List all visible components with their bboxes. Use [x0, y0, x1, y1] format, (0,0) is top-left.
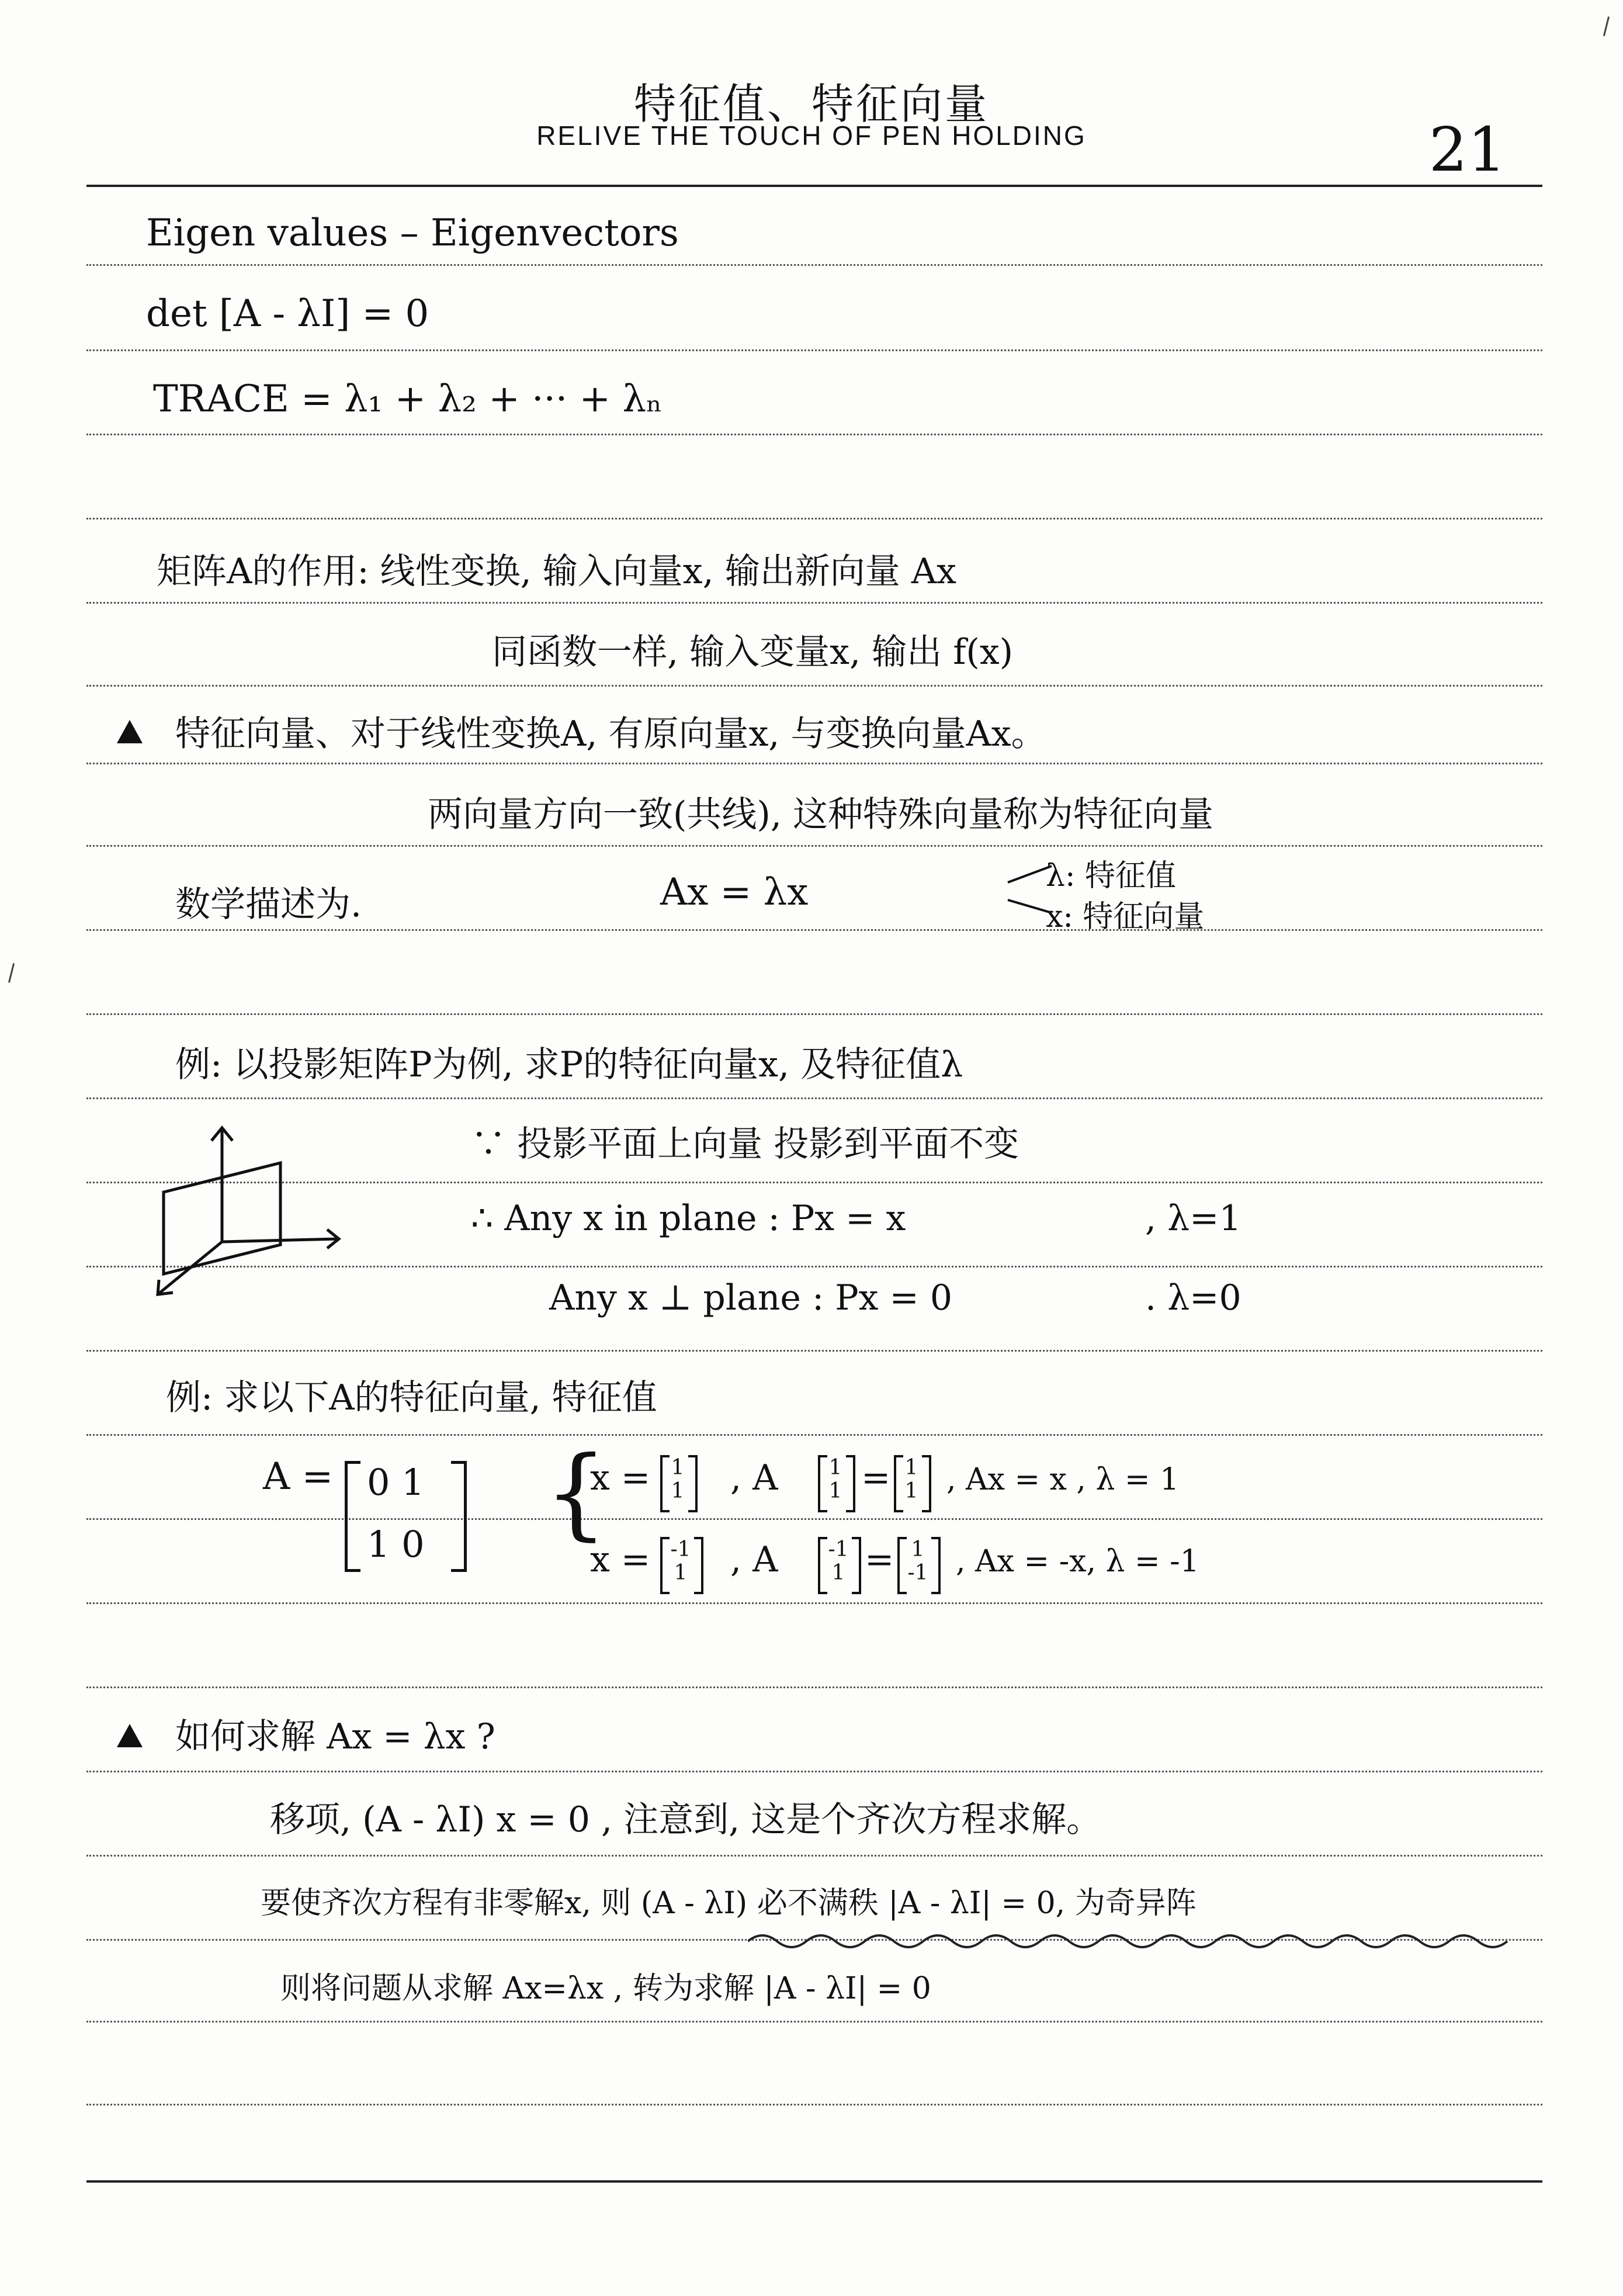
note-trace-equation: TRACE = λ₁ + λ₂ + ··· + λₙ — [153, 378, 663, 421]
matrix-a-label: A = — [263, 1455, 334, 1498]
note-projection-reason: ∵ 投影平面上向量 投影到平面不变 — [471, 1124, 1019, 1165]
note-x-meaning: x: 特征向量 — [1046, 899, 1205, 934]
eq1-apply-a: , A — [730, 1457, 778, 1498]
eq2-result: , Ax = -x, λ = -1 — [956, 1544, 1199, 1579]
eq1-result: , Ax = x , λ = 1 — [946, 1462, 1180, 1497]
note-matrix-role: 矩阵A的作用: 线性变换, 输入向量x, 输出新向量 Ax — [157, 551, 956, 592]
vector-bracket-right — [694, 1537, 703, 1594]
note-transform-problem: 则将问题从求解 Ax=λx , 转为求解 |A - λI| = 0 — [280, 1971, 931, 2006]
ruled-line — [86, 1602, 1542, 1604]
eq2-x-label: x = — [590, 1539, 651, 1580]
ruled-line — [86, 929, 1542, 931]
underline-wavy — [748, 1930, 1525, 1953]
ruled-line — [86, 1434, 1542, 1436]
ruled-line — [86, 349, 1542, 351]
vector-top: -1 — [670, 1537, 691, 1561]
vector-top: 1 — [911, 1537, 925, 1561]
ruled-line — [86, 434, 1542, 435]
vector-top: 1 — [671, 1456, 685, 1480]
ruled-line — [86, 518, 1542, 520]
note-example-projection: 例: 以投影矩阵P为例, 求P的特征向量x, 及特征值λ — [175, 1044, 963, 1085]
ruled-line — [86, 1350, 1542, 1352]
page-title: 特征值、特征向量 — [633, 79, 989, 129]
matrix-row-2: 1 0 — [367, 1523, 425, 1566]
vector-bottom: 1 — [671, 1479, 685, 1503]
note-lambda-meaning: λ: 特征值 — [1046, 858, 1177, 894]
bullet-triangle-icon — [117, 1724, 143, 1747]
note-eigenvector-def-cont: 两向量方向一致(共线), 这种特殊向量称为特征向量 — [428, 794, 1213, 835]
ruled-line — [86, 1771, 1542, 1772]
eq2-apply-a: , A — [730, 1539, 778, 1580]
stray-pen-mark — [1603, 16, 1610, 36]
note-math-description-label: 数学描述为. — [175, 884, 362, 925]
system-brace: { — [545, 1435, 608, 1551]
eq2-equals: = — [865, 1539, 894, 1580]
note-example-matrix: 例: 求以下A的特征向量, 特征值 — [166, 1377, 657, 1418]
vector-top: 1 — [828, 1456, 842, 1480]
eq2-vector — [667, 1538, 694, 1585]
ruled-line — [86, 264, 1542, 266]
note-det-equation: det [A - λI] = 0 — [146, 292, 429, 335]
matrix-bracket-right — [451, 1461, 467, 1572]
annotation-fork-lines — [1005, 859, 1057, 923]
vector-bracket-right — [931, 1537, 941, 1594]
ruled-line — [86, 2104, 1542, 2105]
note-eigen-title: Eigen values – Eigenvectors — [146, 212, 679, 255]
vector-bottom: 1 — [831, 1561, 845, 1585]
projection-plane-sketch — [146, 1116, 356, 1309]
vector-bracket-right — [688, 1455, 698, 1512]
vector-bottom: 1 — [674, 1561, 688, 1585]
note-function-analogy: 同函数一样, 输入变量x, 输出 f(x) — [492, 632, 1014, 673]
eq1-x-label: x = — [590, 1457, 651, 1498]
ruled-line — [86, 1013, 1542, 1015]
eq1-vector-in — [825, 1456, 846, 1503]
page-number: 21 — [1428, 114, 1506, 185]
eq1-vector-out — [901, 1456, 922, 1503]
ruled-line — [86, 1686, 1542, 1688]
matrix-row-1: 0 1 — [367, 1461, 425, 1504]
note-rearrange: 移项, (A - λI) x = 0 , 注意到, 这是个齐次方程求解。 — [270, 1799, 1102, 1840]
ruled-line — [86, 602, 1542, 604]
note-how-to-solve: 如何求解 Ax = λx ? — [175, 1716, 495, 1757]
vector-bottom: 1 — [904, 1479, 918, 1503]
ruled-line — [86, 1097, 1542, 1099]
footer-rule — [86, 2180, 1542, 2183]
eq1-vector — [667, 1456, 688, 1503]
vector-top: 1 — [904, 1456, 918, 1480]
notebook-brand-subtitle: RELIVE THE TOUCH OF PEN HOLDING — [536, 120, 1087, 151]
ruled-line — [86, 845, 1542, 847]
note-nonzero-condition: 要使齐次方程有非零解x, 则 (A - λI) 必不满秩 |A - λI| = 0, 为奇异阵 — [261, 1886, 1197, 1921]
note-perp-plane-case: Any x ⊥ plane : Px = 0 — [549, 1277, 953, 1318]
vector-bracket-right — [852, 1537, 861, 1594]
bullet-triangle-icon — [117, 720, 143, 743]
eq2-vector-in — [825, 1538, 852, 1585]
eq1-equals: = — [861, 1457, 891, 1498]
ruled-line — [86, 2021, 1542, 2023]
note-perp-plane-lambda: . λ=0 — [1145, 1277, 1241, 1318]
eq2-vector-out — [904, 1538, 931, 1585]
ruled-line — [86, 1518, 1542, 1520]
note-in-plane-lambda: , λ=1 — [1145, 1198, 1241, 1239]
vector-bracket-right — [922, 1455, 931, 1512]
ruled-line — [86, 1855, 1542, 1857]
header-rule — [86, 185, 1542, 187]
note-eigenvector-def: 特征向量、对于线性变换A, 有原向量x, 与变换向量Ax。 — [175, 714, 1046, 754]
vector-top: -1 — [828, 1537, 849, 1561]
stray-pen-mark — [8, 963, 15, 983]
vector-bottom: 1 — [828, 1479, 842, 1503]
note-in-plane-case: ∴ Any x in plane : Px = x — [471, 1198, 906, 1239]
ruled-line — [86, 685, 1542, 687]
ruled-line — [86, 763, 1542, 764]
matrix-bracket-left — [345, 1461, 360, 1572]
vector-bottom: -1 — [907, 1561, 928, 1585]
vector-bracket-right — [846, 1455, 855, 1512]
note-eigen-equation: Ax = λx — [660, 871, 809, 914]
